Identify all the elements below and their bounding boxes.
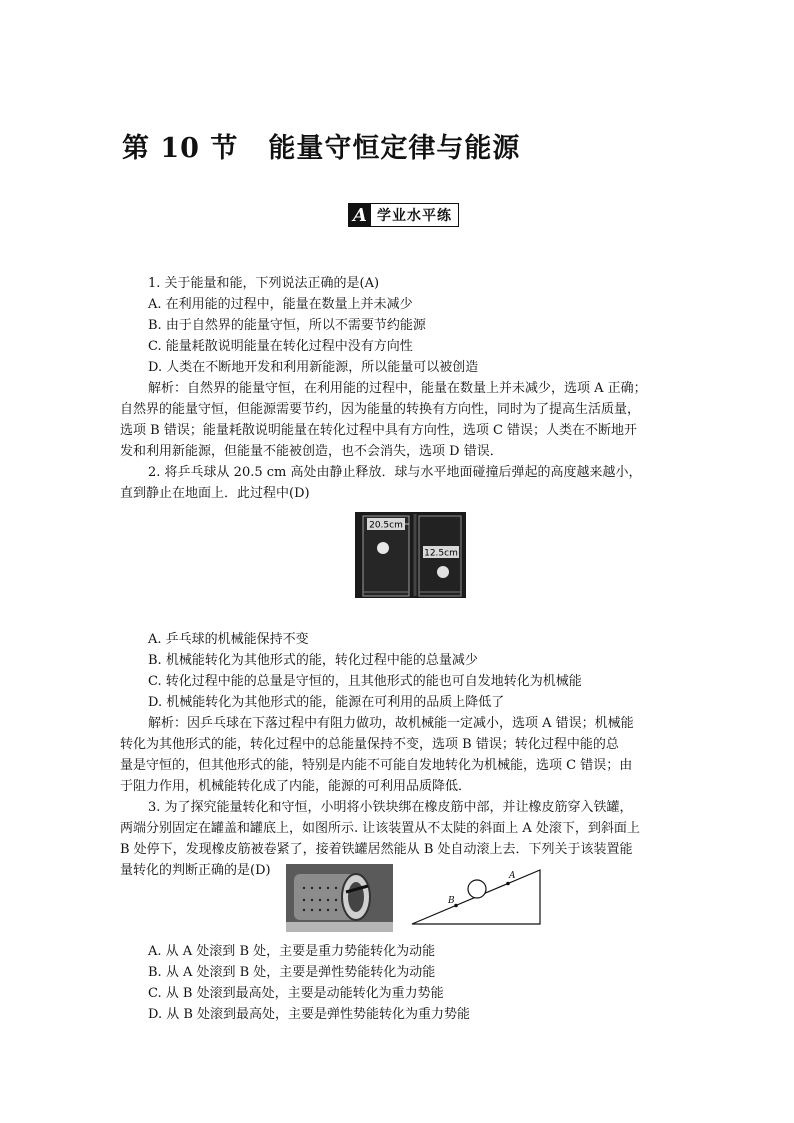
q2-analysis-line: 解析：因乒乓球在下落过程中有阻力做功，故机械能一定减小，选项 A 错误；机械能 <box>148 716 634 731</box>
q2-analysis-line: 于阻力作用，机械能转化成了内能，能源的可利用品质降低． <box>120 779 472 794</box>
q2-stem-line: 直到静止在地面上．此过程中(D) <box>120 486 310 501</box>
badge-label: 学业水平练 <box>377 208 452 224</box>
q2-stem-line: 2. 将乒乓球从 20.5 cm 高处由静止释放．球与水平地面碰撞后弹起的高度越来越小， <box>148 465 642 480</box>
q3-option-d: D. 从 B 处滚到最高处，主要是弹性势能转化为重力势能 <box>148 1007 471 1022</box>
q2-analysis-line: 量是守恒的，但其他形式的能，特别是内能不可能自发地转化为机械能，选项 C 错误；由 <box>120 758 633 773</box>
q3-stem-line: 两端分别固定在罐盖和罐底上，如图所示. 让该装置从不太陡的斜面上 A 处滚下，到斜面上 <box>120 821 640 836</box>
height-label-high: 20.5cm <box>369 520 403 531</box>
label-b: B <box>448 896 455 906</box>
q2-option-b: B. 机械能转化为其他形式的能，转化过程中能的总量减少 <box>148 653 478 668</box>
q1-stem: 1. 关于能量和能，下列说法正确的是(A) <box>148 276 380 291</box>
badge-letter: A <box>349 204 371 226</box>
q1-option-a: A. 在利用能的过程中，能量在数量上并未减少 <box>148 297 413 312</box>
level-badge <box>348 203 459 227</box>
q1-analysis-line: 发和利用新能源，但能量不能被创造，也不会消失，选项 D 错误． <box>120 444 503 459</box>
tin-can-photo <box>286 864 393 932</box>
height-label-low: 12.5cm <box>424 548 458 559</box>
section-number: 第 10 节 <box>122 133 239 164</box>
incline-diagram <box>408 866 548 928</box>
q3-option-b: B. 从 A 处滚到 B 处，主要是弹性势能转化为动能 <box>148 965 436 980</box>
can-circle <box>468 880 486 898</box>
page-title <box>122 126 520 165</box>
q3-stem-line: 量转化的判断正确的是(D) <box>120 863 271 878</box>
q3-option-c: C. 从 B 处滚到最高处，主要是动能转化为重力势能 <box>148 986 444 1001</box>
q1-option-c: C. 能量耗散说明能量在转化过程中没有方向性 <box>148 339 413 354</box>
section-title: 能量守恒定律与能源 <box>268 133 521 164</box>
q1-analysis-line: 解析：自然界的能量守恒，在利用能的过程中，能量在数量上并未减少，选项 A 正确； <box>148 381 647 396</box>
q2-option-d: D. 机械能转化为其他形式的能，能源在可利用的品质上降低了 <box>148 695 505 710</box>
q2-option-c: C. 转化过程中能的总量是守恒的，且其他形式的能也可自发地转化为机械能 <box>148 674 582 689</box>
ping-pong-photo <box>355 512 466 598</box>
q1-analysis-line: 选项 B 错误；能量耗散说明能量在转化过程中具有方向性，选项 C 错误；人类在不断地开 <box>120 423 638 438</box>
q1-option-b: B. 由于自然界的能量守恒，所以不需要节约能源 <box>148 318 426 333</box>
q3-option-a: A. 从 A 处滚到 B 处，主要是重力势能转化为动能 <box>148 944 436 959</box>
q3-stem-line: 3. 为了探究能量转化和守恒，小明将小铁块绑在橡皮筋中部，并让橡皮筋穿入铁罐， <box>148 800 633 815</box>
q3-stem-line: B 处停下，发现橡皮筋被卷紧了，接着铁罐居然能从 B 处自动滚上去．下列关于该装置能 <box>120 842 633 857</box>
point-a <box>506 882 510 886</box>
q1-analysis-line: 自然界的能量守恒，但能源需要节约，因为能量的转换有方向性，同时为了提高生活质量， <box>120 402 641 417</box>
q2-option-a: A. 乒乓球的机械能保持不变 <box>148 632 309 647</box>
point-b <box>454 904 458 908</box>
q1-option-d: D. 人类在不断地开发和利用新能源，所以能量可以被创造 <box>148 360 479 375</box>
q2-analysis-line: 转化为其他形式的能，转化过程中的总能量保持不变，选项 B 错误；转化过程中能的总 <box>120 737 619 752</box>
label-a: A <box>509 871 516 881</box>
